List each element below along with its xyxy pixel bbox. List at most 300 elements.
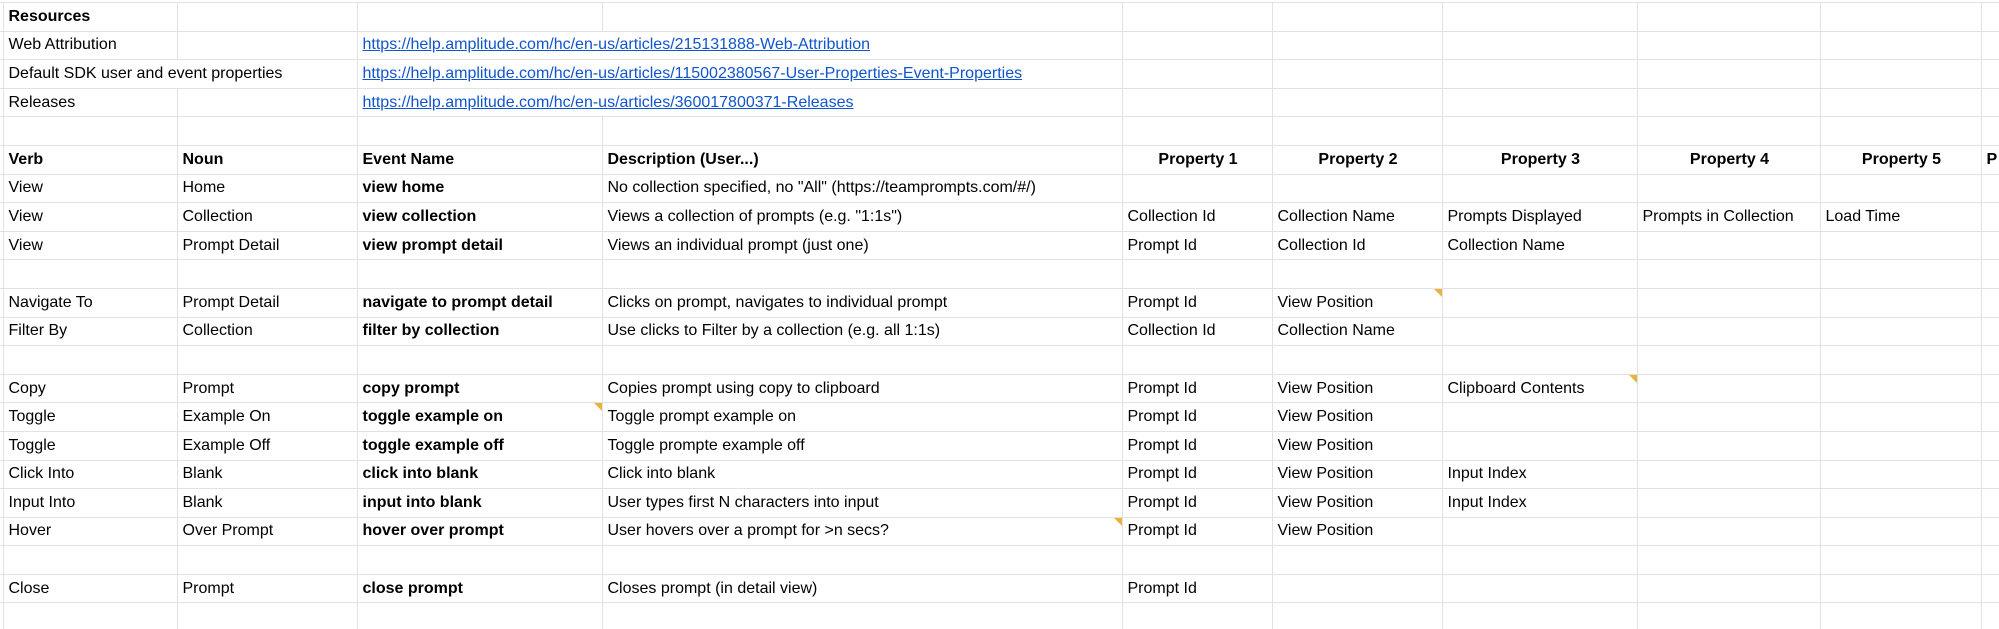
cell-p5-r20[interactable] [1820, 546, 1981, 575]
cell-p1-r13[interactable] [1122, 346, 1272, 375]
cell-p6-r9[interactable] [1981, 231, 1999, 260]
cell-text: Views a collection of prompts (e.g. "1:1s") [607, 207, 903, 225]
sheet-row-13 [0, 346, 1999, 375]
sheet-row-3 [0, 60, 1999, 89]
cell-c-r14[interactable] [357, 374, 602, 403]
cell-p6-r18[interactable] [1981, 489, 1999, 518]
cell-d-r13[interactable] [602, 346, 1122, 375]
cell-text: Prompt Detail [182, 236, 280, 254]
cell-c-r10[interactable] [357, 260, 602, 289]
cell-p2-r17[interactable] [1272, 460, 1442, 489]
cell-b-r22[interactable] [177, 603, 357, 629]
cell-text: Example Off [182, 436, 271, 454]
cell-d-r9[interactable] [602, 231, 1122, 260]
cell-p2-r4[interactable] [1272, 88, 1442, 117]
cell-c-r8[interactable] [357, 203, 602, 232]
cell-text: Prompt [182, 579, 235, 597]
cell-a-r5[interactable] [3, 117, 177, 146]
cell-b-r2[interactable] [177, 31, 357, 60]
cell-p2-r19[interactable] [1272, 517, 1442, 546]
cell-p2-r5[interactable] [1272, 117, 1442, 146]
cell-text: No collection specified, no "All" (https://teamprompts.com/#/) [607, 179, 1036, 197]
sheet-row-21 [0, 574, 1999, 603]
cell-p3-r8[interactable] [1442, 203, 1637, 232]
cell-d-r7[interactable] [602, 174, 1122, 203]
cell-p2-r22[interactable] [1272, 603, 1442, 629]
cell-p4-r16[interactable] [1637, 431, 1820, 460]
cell-text: Prompt Id [1127, 379, 1197, 397]
cell-p4-r18[interactable] [1637, 489, 1820, 518]
cell-p3-r4[interactable] [1442, 88, 1637, 117]
cell-p6-r3[interactable] [1981, 60, 1999, 89]
cell-c-r7[interactable] [357, 174, 602, 203]
cell-p1-r6[interactable] [1122, 145, 1272, 174]
cell-p6-r15[interactable] [1981, 403, 1999, 432]
cell-p4-r1[interactable] [1637, 3, 1820, 32]
cell-text: View Position [1277, 293, 1374, 311]
cell-p4-r12[interactable] [1637, 317, 1820, 346]
cell-p5-r16[interactable] [1820, 431, 1981, 460]
cell-p5-r6[interactable] [1820, 145, 1981, 174]
cell-text: Example On [182, 408, 271, 426]
cell-c-r6[interactable] [357, 145, 602, 174]
cell-p2-r15[interactable] [1272, 403, 1442, 432]
cell-p6-r22[interactable] [1981, 603, 1999, 629]
cell-text: Prompt Id [1127, 408, 1197, 426]
cell-p2-r10[interactable] [1272, 260, 1442, 289]
cell-text: Collection Id [1277, 236, 1366, 254]
cell-b-r6[interactable] [177, 145, 357, 174]
cell-a-r9[interactable] [3, 231, 177, 260]
cell-b-r14[interactable] [177, 374, 357, 403]
cell-p5-r21[interactable] [1820, 574, 1981, 603]
cell-text: View Position [1277, 493, 1374, 511]
cell-p2-r14[interactable] [1272, 374, 1442, 403]
cell-text: Prompt Detail [182, 293, 280, 311]
cell-a-r16[interactable] [3, 431, 177, 460]
cell-d-r17[interactable] [602, 460, 1122, 489]
cell-text: Prompt Id [1127, 493, 1197, 511]
cell-text: Collection Id [1127, 322, 1216, 340]
cell-text: Releases [8, 93, 76, 111]
cell-p5-r22[interactable] [1820, 603, 1981, 629]
cell-text: Collection Id [1127, 207, 1216, 225]
cell-a-r12[interactable] [3, 317, 177, 346]
cell-c-r15[interactable] [357, 403, 602, 432]
cell-text: Event Name [362, 150, 455, 168]
cell-p3-r1[interactable] [1442, 3, 1637, 32]
cell-a-r15[interactable] [3, 403, 177, 432]
cell-text: Click Into [8, 465, 75, 483]
cell-text: Property 1 [1158, 150, 1238, 168]
cell-b-r15[interactable] [177, 403, 357, 432]
cell-p5-r3[interactable] [1820, 60, 1981, 89]
cell-c-r1[interactable] [357, 3, 602, 32]
cell-p4-r17[interactable] [1637, 460, 1820, 489]
cell-d-r22[interactable] [602, 603, 1122, 629]
cell-p3-r16[interactable] [1442, 431, 1637, 460]
cell-p2-r3[interactable] [1272, 60, 1442, 89]
cell-p2-r16[interactable] [1272, 431, 1442, 460]
cell-p2-r13[interactable] [1272, 346, 1442, 375]
cell-text: Toggle prompt example on [607, 408, 797, 426]
cell-p1-r12[interactable] [1122, 317, 1272, 346]
cell-text: Load Time [1825, 207, 1901, 225]
cell-p3-r11[interactable] [1442, 288, 1637, 317]
cell-c-r9[interactable] [357, 231, 602, 260]
sheet-row-7 [0, 174, 1999, 203]
cell-c-r16[interactable] [357, 431, 602, 460]
cell-p4-r4[interactable] [1637, 88, 1820, 117]
cell-p5-r18[interactable] [1820, 489, 1981, 518]
cell-p6-r20[interactable] [1981, 546, 1999, 575]
cell-p4-r14[interactable] [1637, 374, 1820, 403]
cell-a-r19[interactable] [3, 517, 177, 546]
sheet-row-4 [0, 88, 1999, 117]
cell-p6-r10[interactable] [1981, 260, 1999, 289]
cell-p1-r18[interactable] [1122, 489, 1272, 518]
cell-text: View [8, 236, 43, 254]
cell-c-r11[interactable] [357, 288, 602, 317]
cell-p1-r10[interactable] [1122, 260, 1272, 289]
sheet-row-20 [0, 546, 1999, 575]
cell-p4-r5[interactable] [1637, 117, 1820, 146]
cell-p6-r14[interactable] [1981, 374, 1999, 403]
cell-p5-r5[interactable] [1820, 117, 1981, 146]
cell-p4-r6[interactable] [1637, 145, 1820, 174]
cell-p1-r19[interactable] [1122, 517, 1272, 546]
cell-a-r17[interactable] [3, 460, 177, 489]
cell-a-r18[interactable] [3, 489, 177, 518]
cell-text: hover over prompt [362, 522, 504, 540]
cell-text: navigate to prompt detail [362, 293, 553, 311]
cell-p6-r7[interactable] [1981, 174, 1999, 203]
cell-p6-r1[interactable] [1981, 3, 1999, 32]
cell-b-r7[interactable] [177, 174, 357, 203]
cell-b-r5[interactable] [177, 117, 357, 146]
cell-a-r6[interactable] [3, 145, 177, 174]
cell-p3-r15[interactable] [1442, 403, 1637, 432]
cell-d-r12[interactable] [602, 317, 1122, 346]
cell-p5-r9[interactable] [1820, 231, 1981, 260]
cell-p4-r2[interactable] [1637, 31, 1820, 60]
cell-text: Views an individual prompt (just one) [607, 236, 869, 254]
cell-text: Prompts in Collection [1642, 207, 1794, 225]
cell-p1-r14[interactable] [1122, 374, 1272, 403]
cell-d-r19[interactable] [602, 517, 1122, 546]
cell-p1-r9[interactable] [1122, 231, 1272, 260]
sheet-row-16 [0, 431, 1999, 460]
cell-text: Prompt Id [1127, 436, 1197, 454]
cell-p2-r7[interactable] [1272, 174, 1442, 203]
cell-p2-r21[interactable] [1272, 574, 1442, 603]
cell-p6-r17[interactable] [1981, 460, 1999, 489]
cell-p2-r8[interactable] [1272, 203, 1442, 232]
sheet-row-8 [0, 203, 1999, 232]
cell-c-r5[interactable] [357, 117, 602, 146]
sheet-row-19 [0, 517, 1999, 546]
cell-c-r19[interactable] [357, 517, 602, 546]
sheet-row-17 [0, 460, 1999, 489]
cell-text: View [8, 207, 43, 225]
cell-text: Clicks on prompt, navigates to individual prompt [607, 293, 948, 311]
cell-p4-r9[interactable] [1637, 231, 1820, 260]
cell-text: Description (User...) [607, 150, 759, 168]
cell-b-r17[interactable] [177, 460, 357, 489]
cell-p4-r8[interactable] [1637, 203, 1820, 232]
cell-text: Clipboard Contents [1447, 379, 1585, 397]
cell-text: Web Attribution [8, 36, 117, 54]
cell-a-r1[interactable] [3, 3, 177, 32]
cell-p1-r17[interactable] [1122, 460, 1272, 489]
cell-p5-r2[interactable] [1820, 31, 1981, 60]
cell-p1-r16[interactable] [1122, 431, 1272, 460]
cell-p5-r4[interactable] [1820, 88, 1981, 117]
cell-p6-r12[interactable] [1981, 317, 1999, 346]
cell-p1-r8[interactable] [1122, 203, 1272, 232]
cell-c-r17[interactable] [357, 460, 602, 489]
sheet-row-14 [0, 374, 1999, 403]
cell-p6-r11[interactable] [1981, 288, 1999, 317]
cell-c-r4[interactable] [357, 88, 1122, 117]
cell-p1-r20[interactable] [1122, 546, 1272, 575]
cell-a-r3[interactable] [3, 60, 357, 89]
cell-p3-r12[interactable] [1442, 317, 1637, 346]
cell-text: Verb [8, 150, 44, 168]
sheet-row-15 [0, 403, 1999, 432]
cell-p2-r6[interactable] [1272, 145, 1442, 174]
cell-d-r16[interactable] [602, 431, 1122, 460]
cell-p1-r11[interactable] [1122, 288, 1272, 317]
cell-text: Hover [8, 522, 52, 540]
cell-b-r9[interactable] [177, 231, 357, 260]
cell-p2-r1[interactable] [1272, 3, 1442, 32]
cell-text: Toggle [8, 436, 56, 454]
cell-b-r11[interactable] [177, 288, 357, 317]
cell-text: input into blank [362, 493, 482, 511]
cell-b-r10[interactable] [177, 260, 357, 289]
cell-p5-r15[interactable] [1820, 403, 1981, 432]
resource-link[interactable]: https://help.amplitude.com/hc/en-us/articles/215131888-Web-Attribution [362, 36, 871, 54]
cell-p6-r13[interactable] [1981, 346, 1999, 375]
cell-text: toggle example off [362, 436, 504, 454]
cell-a-r11[interactable] [3, 288, 177, 317]
cell-d-r15[interactable] [602, 403, 1122, 432]
cell-p1-r22[interactable] [1122, 603, 1272, 629]
cell-p3-r7[interactable] [1442, 174, 1637, 203]
cell-text: Input Index [1447, 493, 1527, 511]
sheet-row-10 [0, 260, 1999, 289]
cell-p2-r18[interactable] [1272, 489, 1442, 518]
cell-p2-r9[interactable] [1272, 231, 1442, 260]
cell-p6-r19[interactable] [1981, 517, 1999, 546]
cell-p4-r15[interactable] [1637, 403, 1820, 432]
resource-link[interactable]: https://help.amplitude.com/hc/en-us/articles/115002380567-User-Properties-Event-Properties [362, 64, 1023, 82]
cell-a-r4[interactable] [3, 88, 177, 117]
cell-p4-r7[interactable] [1637, 174, 1820, 203]
cell-p3-r19[interactable] [1442, 517, 1637, 546]
cell-p5-r7[interactable] [1820, 174, 1981, 203]
cell-p5-r19[interactable] [1820, 517, 1981, 546]
cell-a-r13[interactable] [3, 346, 177, 375]
cell-d-r10[interactable] [602, 260, 1122, 289]
cell-text: View Position [1277, 408, 1374, 426]
cell-b-r20[interactable] [177, 546, 357, 575]
cell-p5-r14[interactable] [1820, 374, 1981, 403]
cell-text: Prompts Displayed [1447, 207, 1582, 225]
cell-p6-r2[interactable] [1981, 31, 1999, 60]
cell-a-r2[interactable] [3, 31, 177, 60]
cell-p1-r3[interactable] [1122, 60, 1272, 89]
cell-d-r5[interactable] [602, 117, 1122, 146]
cell-text: Toggle prompte example off [607, 436, 805, 454]
cell-text: view prompt detail [362, 236, 503, 254]
cell-p5-r17[interactable] [1820, 460, 1981, 489]
comment-marker-icon [1629, 375, 1637, 383]
cell-d-r18[interactable] [602, 489, 1122, 518]
cell-d-r11[interactable] [602, 288, 1122, 317]
cell-c-r2[interactable] [357, 31, 1122, 60]
cell-p6-r5[interactable] [1981, 117, 1999, 146]
cell-text: Prompt Id [1127, 293, 1197, 311]
cell-p6-r8[interactable] [1981, 203, 1999, 232]
cell-p5-r10[interactable] [1820, 260, 1981, 289]
cell-p2-r2[interactable] [1272, 31, 1442, 60]
cell-c-r21[interactable] [357, 574, 602, 603]
cell-text: copy prompt [362, 379, 460, 397]
cell-d-r6[interactable] [602, 145, 1122, 174]
cell-c-r12[interactable] [357, 317, 602, 346]
cell-text: Collection [182, 322, 253, 340]
cell-p3-r6[interactable] [1442, 145, 1637, 174]
cell-c-r22[interactable] [357, 603, 602, 629]
cell-text: view home [362, 179, 445, 197]
cell-p5-r8[interactable] [1820, 203, 1981, 232]
cell-text: Property 2 [1318, 150, 1398, 168]
cell-a-r20[interactable] [3, 546, 177, 575]
cell-p2-r11[interactable] [1272, 288, 1442, 317]
cell-a-r21[interactable] [3, 574, 177, 603]
cell-d-r21[interactable] [602, 574, 1122, 603]
cell-a-r14[interactable] [3, 374, 177, 403]
cell-p4-r20[interactable] [1637, 546, 1820, 575]
cell-b-r4[interactable] [177, 88, 357, 117]
cell-b-r13[interactable] [177, 346, 357, 375]
cell-b-r8[interactable] [177, 203, 357, 232]
cell-p3-r18[interactable] [1442, 489, 1637, 518]
cell-p3-r5[interactable] [1442, 117, 1637, 146]
cell-p1-r2[interactable] [1122, 31, 1272, 60]
cell-p1-r1[interactable] [1122, 3, 1272, 32]
cell-b-r18[interactable] [177, 489, 357, 518]
cell-p5-r12[interactable] [1820, 317, 1981, 346]
cell-p3-r9[interactable] [1442, 231, 1637, 260]
cell-text: Prompt Id [1127, 465, 1197, 483]
cell-text: Navigate To [8, 293, 93, 311]
cell-b-r16[interactable] [177, 431, 357, 460]
cell-b-r19[interactable] [177, 517, 357, 546]
cell-a-r10[interactable] [3, 260, 177, 289]
cell-text: Home [182, 179, 226, 197]
cell-p4-r13[interactable] [1637, 346, 1820, 375]
cell-c-r3[interactable] [357, 60, 1122, 89]
cell-p3-r3[interactable] [1442, 60, 1637, 89]
cell-text: Input Index [1447, 465, 1527, 483]
cell-p3-r14[interactable] [1442, 374, 1637, 403]
cell-p6-r4[interactable] [1981, 88, 1999, 117]
cell-text: Noun [182, 150, 224, 168]
cell-a-r7[interactable] [3, 174, 177, 203]
cell-p3-r13[interactable] [1442, 346, 1637, 375]
cell-c-r20[interactable] [357, 546, 602, 575]
cell-b-r12[interactable] [177, 317, 357, 346]
cell-p1-r7[interactable] [1122, 174, 1272, 203]
cell-d-r1[interactable] [602, 3, 1122, 32]
cell-d-r8[interactable] [602, 203, 1122, 232]
cell-p4-r10[interactable] [1637, 260, 1820, 289]
sheet-row-2 [0, 31, 1999, 60]
cell-p3-r17[interactable] [1442, 460, 1637, 489]
cell-p2-r12[interactable] [1272, 317, 1442, 346]
cell-p4-r11[interactable] [1637, 288, 1820, 317]
cell-c-r13[interactable] [357, 346, 602, 375]
cell-p6-r21[interactable] [1981, 574, 1999, 603]
cell-text: Collection Name [1277, 322, 1395, 340]
cell-p4-r21[interactable] [1637, 574, 1820, 603]
cell-c-r18[interactable] [357, 489, 602, 518]
cell-text: Closes prompt (in detail view) [607, 579, 818, 597]
cell-b-r21[interactable] [177, 574, 357, 603]
cell-text: View Position [1277, 465, 1374, 483]
cell-p6-r6[interactable] [1981, 145, 1999, 174]
cell-d-r20[interactable] [602, 546, 1122, 575]
cell-text: Property 4 [1689, 150, 1770, 168]
cell-p4-r3[interactable] [1637, 60, 1820, 89]
cell-text: Prompt Id [1127, 579, 1197, 597]
cell-d-r14[interactable] [602, 374, 1122, 403]
cell-p1-r5[interactable] [1122, 117, 1272, 146]
cell-b-r1[interactable] [177, 3, 357, 32]
cell-p5-r11[interactable] [1820, 288, 1981, 317]
cell-text: Click into blank [607, 465, 716, 483]
cell-p1-r15[interactable] [1122, 403, 1272, 432]
cell-p4-r19[interactable] [1637, 517, 1820, 546]
cell-p3-r2[interactable] [1442, 31, 1637, 60]
cell-p3-r21[interactable] [1442, 574, 1637, 603]
cell-p1-r4[interactable] [1122, 88, 1272, 117]
cell-a-r8[interactable] [3, 203, 177, 232]
cell-p4-r22[interactable] [1637, 603, 1820, 629]
sheet-row-22 [0, 603, 1999, 629]
cell-a-r22[interactable] [3, 603, 177, 629]
cell-text: Use clicks to Filter by a collection (e.g. all 1:1s) [607, 322, 941, 340]
sheet-rows [0, 3, 1999, 629]
cell-p1-r21[interactable] [1122, 574, 1272, 603]
sheet-row-12 [0, 317, 1999, 346]
cell-p2-r20[interactable] [1272, 546, 1442, 575]
resource-link[interactable]: https://help.amplitude.com/hc/en-us/articles/360017800371-Releases [362, 93, 854, 111]
cell-p6-r16[interactable] [1981, 431, 1999, 460]
cell-text: Blank [182, 493, 223, 511]
cell-p5-r1[interactable] [1820, 3, 1981, 32]
cell-p3-r10[interactable] [1442, 260, 1637, 289]
cell-text: Collection Name [1447, 236, 1565, 254]
cell-p3-r22[interactable] [1442, 603, 1637, 629]
comment-marker-icon [1434, 289, 1442, 297]
cell-p3-r20[interactable] [1442, 546, 1637, 575]
sheet-row-6 [0, 145, 1999, 174]
cell-p5-r13[interactable] [1820, 346, 1981, 375]
